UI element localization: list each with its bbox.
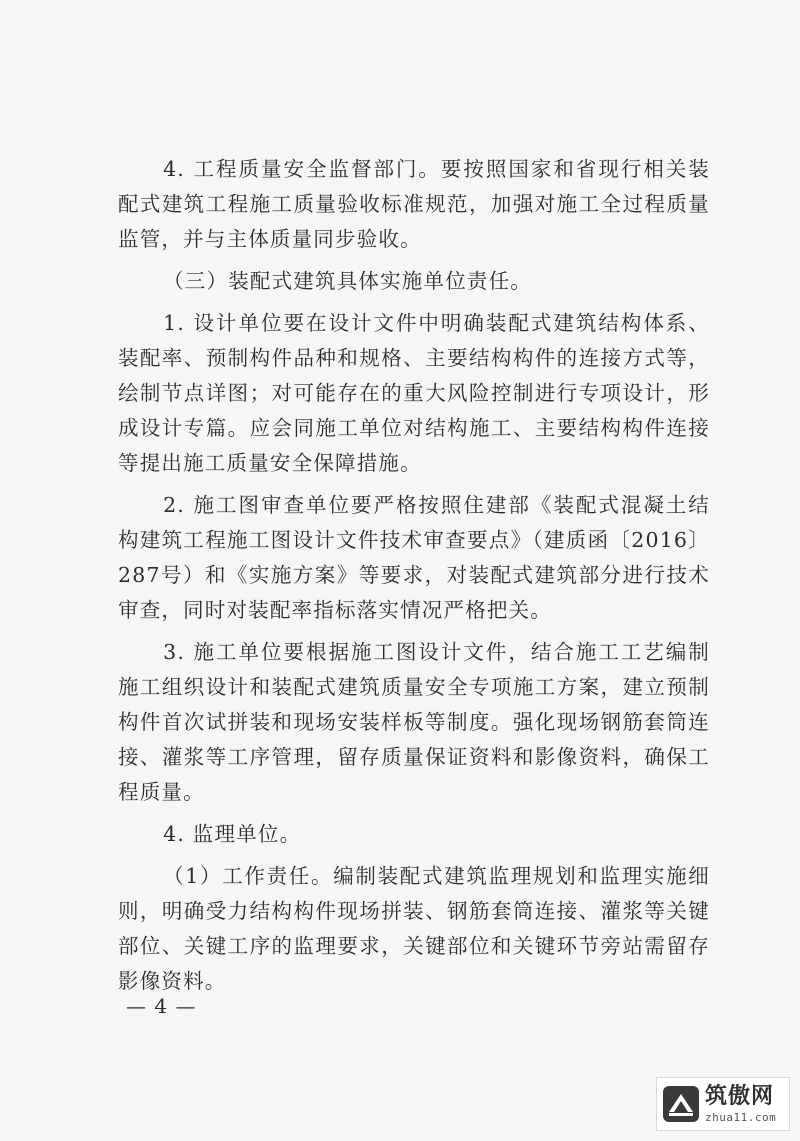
section-heading-implementing-units: （三）装配式建筑具体实施单位责任。 bbox=[163, 269, 532, 293]
document-body bbox=[118, 152, 710, 1006]
page-number: — 4 — bbox=[126, 994, 197, 1018]
paragraph-supervision-unit-heading: 4. 监理单位。 bbox=[163, 822, 302, 846]
paragraph-quality-supervision: 4. 工程质量安全监督部门。要按照国家和省现行相关装配式建筑工程施工质量验收标准规范，加强对施工全过程质量监管，并与主体质量同步验收。 bbox=[118, 157, 710, 251]
paragraph-supervision-responsibility: （1）工作责任。编制装配式建筑监理规划和监理实施细则，明确受力结构构件现场拼装、钢筋套筒连接、灌浆等关键部位、关键工序的监理要求，关键部位和关键环节旁站需留存影像资料。 bbox=[118, 864, 710, 993]
watermark-url: zhua11.com bbox=[705, 1110, 777, 1124]
watermark-title: 筑傲网 bbox=[705, 1083, 775, 1109]
building-logo-icon bbox=[661, 1084, 701, 1124]
paragraph-design-unit: 1. 设计单位要在设计文件中明确装配式建筑结构体系、装配率、预制构件品种和规格、主要结构构件的连接方式等，绘制节点详图；对可能存在的重大风险控制进行专项设计，形成设计专篇。应会同施工单位对结构施工、主要结构构件连接等提出施工质量安全保障措施。 bbox=[118, 311, 710, 475]
site-watermark bbox=[656, 1077, 790, 1131]
paragraph-drawing-review-unit: 2. 施工图审查单位要严格按照住建部《装配式混凝土结构建筑工程施工图设计文件技术审查要点》（建质函〔2016〕287号）和《实施方案》等要求，对装配式建筑部分进行技术审查，同时对装配率指标落实情况严格把关。 bbox=[118, 493, 710, 622]
paragraph-construction-unit: 3. 施工单位要根据施工图设计文件，结合施工工艺编制施工组织设计和装配式建筑质量安全专项施工方案，建立预制构件首次试拼装和现场安装样板等制度。强化现场钢筋套筒连接、灌浆等工序管理，留存质量保证资料和影像资料，确保工程质量。 bbox=[118, 640, 710, 804]
